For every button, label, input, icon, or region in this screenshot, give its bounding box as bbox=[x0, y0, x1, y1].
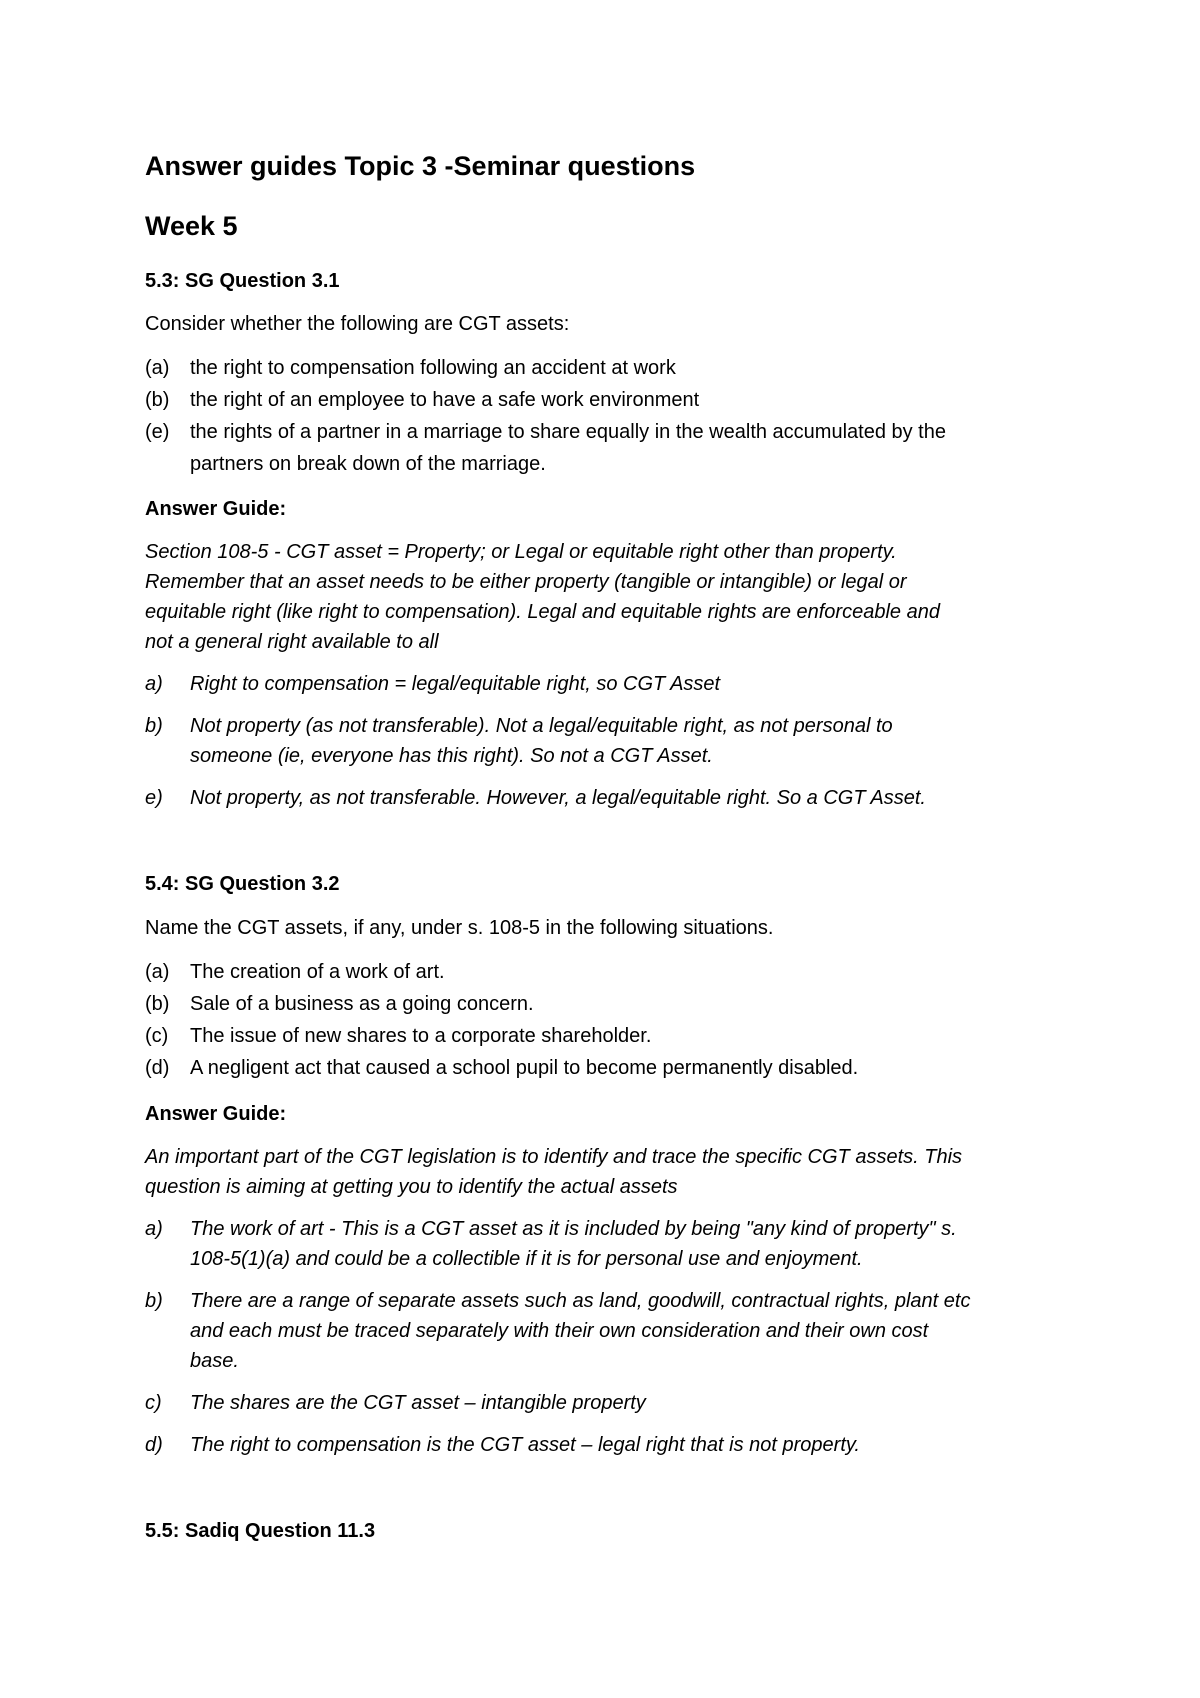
answer-label: a) bbox=[145, 673, 163, 695]
answer-label: c) bbox=[145, 1392, 162, 1414]
list-item-text: the right of an employee to have a safe work environment bbox=[190, 389, 700, 411]
question-intro: Consider whether the following are CGT assets: bbox=[145, 313, 570, 335]
list-item-text: the rights of a partner in a marriage to share equally in the wealth accumulated by the bbox=[190, 421, 946, 443]
answer-paragraph-line: question is aiming at getting you to identify the actual assets bbox=[145, 1176, 678, 1198]
page-title: Answer guides Topic 3 -Seminar questions bbox=[145, 151, 696, 181]
list-item-label: (b) bbox=[145, 993, 170, 1015]
answer-text: and each must be traced separately with their own consideration and their own cost bbox=[190, 1320, 929, 1342]
answer-paragraph-line: An important part of the CGT legislation is to identify and trace the specific CGT assets. This bbox=[145, 1146, 963, 1168]
answer-paragraph-line: Section 108-5 - CGT asset = Property; or Legal or equitable right other than property. bbox=[145, 541, 897, 563]
answer-text: There are a range of separate assets such as land, goodwill, contractual rights, plant etc bbox=[190, 1290, 971, 1312]
question-intro: Name the CGT assets, if any, under s. 108-5 in the following situations. bbox=[145, 917, 774, 939]
answer-text: The work of art - This is a CGT asset as it is included by being "any kind of property" s. bbox=[190, 1218, 957, 1240]
answer-label: e) bbox=[145, 787, 163, 809]
answer-text: The shares are the CGT asset – intangible property bbox=[190, 1392, 646, 1414]
list-item-label: (e) bbox=[145, 421, 170, 443]
list-item-text: the right to compensation following an accident at work bbox=[190, 357, 676, 379]
answer-paragraph-line: equitable right (like right to compensation). Legal and equitable rights are enforceable and bbox=[145, 601, 940, 623]
list-item-label: (b) bbox=[145, 389, 170, 411]
answer-text: The right to compensation is the CGT asset – legal right that is not property. bbox=[190, 1434, 860, 1456]
answer-text: Not property, as not transferable. However, a legal/equitable right. So a CGT Asset. bbox=[190, 787, 926, 809]
answer-label: a) bbox=[145, 1218, 163, 1240]
answer-text: someone (ie, everyone has this right). So not a CGT Asset. bbox=[190, 745, 713, 767]
list-item-label: (a) bbox=[145, 961, 170, 983]
answer-label: b) bbox=[145, 715, 163, 737]
list-item-label: (c) bbox=[145, 1025, 169, 1047]
answer-text: base. bbox=[190, 1350, 239, 1372]
answer-text: Not property (as not transferable). Not a legal/equitable right, as not personal to bbox=[190, 715, 893, 737]
answer-guide-heading: Answer Guide: bbox=[145, 1103, 287, 1125]
list-item-text: The creation of a work of art. bbox=[190, 961, 445, 983]
section-heading-5-5: 5.5: Sadiq Question 11.3 bbox=[145, 1520, 376, 1542]
list-item-text: The issue of new shares to a corporate shareholder. bbox=[190, 1025, 652, 1047]
week-heading: Week 5 bbox=[145, 211, 238, 241]
list-item-text: Sale of a business as a going concern. bbox=[190, 993, 534, 1015]
answer-paragraph-line: not a general right available to all bbox=[145, 631, 439, 653]
section-heading-5-3: 5.3: SG Question 3.1 bbox=[145, 270, 340, 292]
answer-text: Right to compensation = legal/equitable right, so CGT Asset bbox=[190, 673, 721, 695]
answer-guide-heading: Answer Guide: bbox=[145, 498, 287, 520]
answer-paragraph-line: Remember that an asset needs to be either property (tangible or intangible) or legal or bbox=[145, 571, 907, 593]
answer-text: 108-5(1)(a) and could be a collectible if it is for personal use and enjoyment. bbox=[190, 1248, 863, 1270]
section-heading-5-4: 5.4: SG Question 3.2 bbox=[145, 873, 340, 895]
answer-label: b) bbox=[145, 1290, 163, 1312]
list-item-text: partners on break down of the marriage. bbox=[190, 453, 546, 475]
answer-label: d) bbox=[145, 1434, 163, 1456]
list-item-label: (a) bbox=[145, 357, 170, 379]
list-item-text: A negligent act that caused a school pupil to become permanently disabled. bbox=[190, 1057, 859, 1079]
list-item-label: (d) bbox=[145, 1057, 170, 1079]
